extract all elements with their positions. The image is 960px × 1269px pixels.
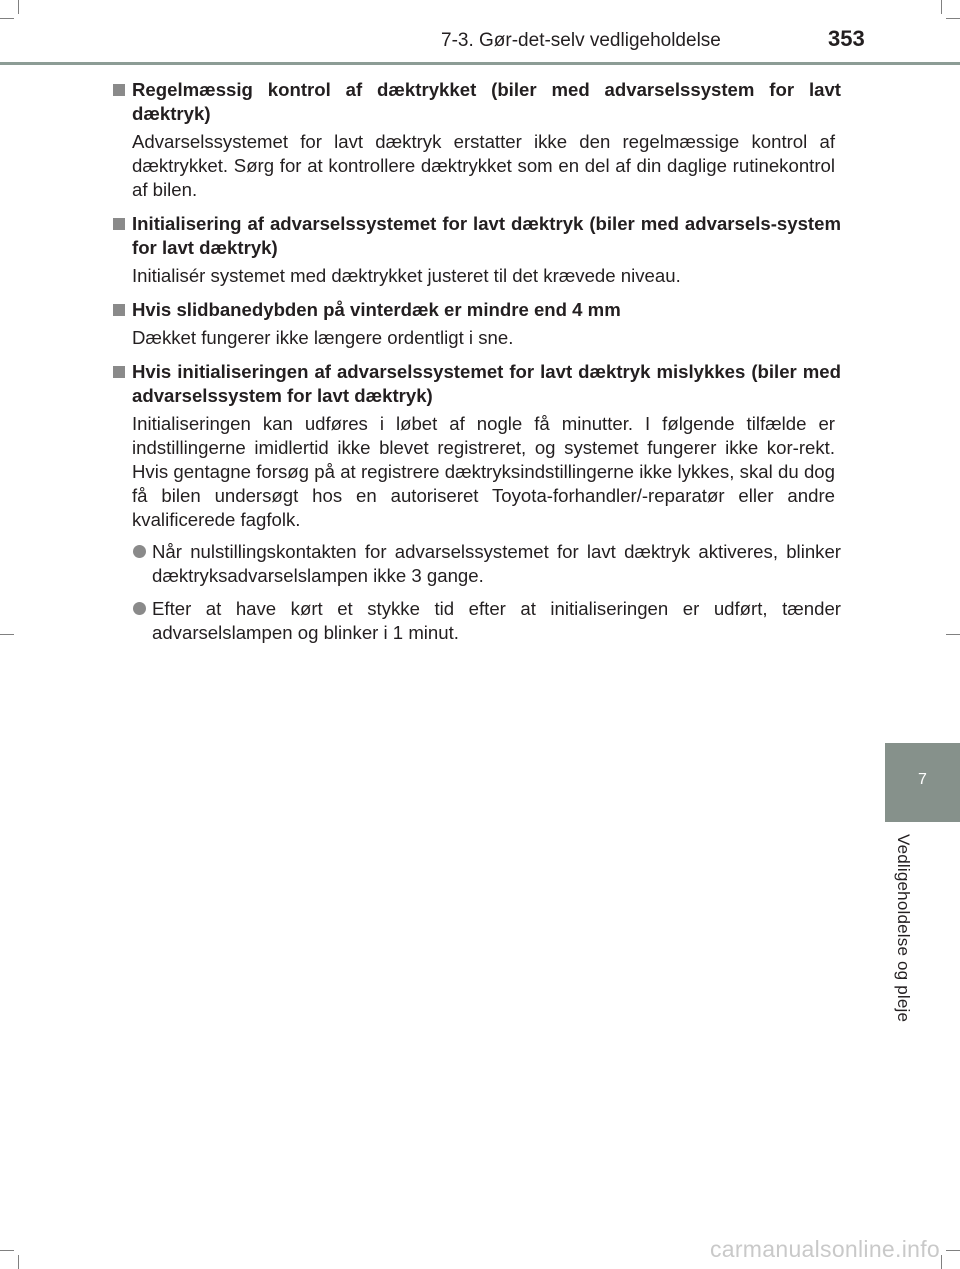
section-title: 7-3. Gør-det-selv vedligeholdelse xyxy=(441,30,721,51)
section-heading xyxy=(111,212,841,260)
section xyxy=(111,212,841,288)
section xyxy=(111,78,841,202)
square-bullet-icon xyxy=(113,218,125,230)
watermark: carmanualsonline.info xyxy=(709,1236,940,1262)
heading-text: Regelmæssig kontrol af dæktrykket (biler med advarselssystem for lavt dæktryk) xyxy=(132,79,841,124)
crop-mark xyxy=(946,634,960,635)
chapter-number: 7 xyxy=(918,771,927,788)
crop-mark xyxy=(946,1250,960,1251)
list-item xyxy=(111,540,841,588)
header-rule xyxy=(0,62,960,65)
heading-text: Initialisering af advarselssystemet for lavt dæktryk (biler med advarsels-system for lavt dæktryk) xyxy=(132,213,841,258)
section-body: Initialisér systemet med dæktrykket justeret til det krævede niveau. xyxy=(132,265,681,286)
page-number: 353 xyxy=(828,26,865,51)
section-body: Advarselssystemet for lavt dæktryk erstatter ikke den regelmæssige kontrol af dæktrykket. Sørg for at kontrollere dæktrykket som en del af din daglige rutinekontrol af bilen. xyxy=(132,131,835,200)
bullet-text: Efter at have kørt et stykke tid efter at initialiseringen er udført, tænder advarselslampen og blinker i 1 minut. xyxy=(152,598,841,643)
page-content xyxy=(111,78,841,655)
crop-mark xyxy=(18,1255,19,1269)
section xyxy=(111,360,841,645)
square-bullet-icon xyxy=(113,84,125,96)
section xyxy=(111,298,841,350)
crop-mark xyxy=(941,1255,942,1269)
heading-text: Hvis slidbanedybden på vinterdæk er mindre end 4 mm xyxy=(132,299,621,320)
page-header xyxy=(0,0,960,64)
section-heading xyxy=(111,360,841,408)
heading-text: Hvis initialiseringen af advarselssystemet for lavt dæktryk mislykkes (biler med advarselssystem for lavt dæktryk) xyxy=(132,361,841,406)
section-heading xyxy=(111,78,841,126)
square-bullet-icon xyxy=(113,304,125,316)
section-body: Initialiseringen kan udføres i løbet af nogle få minutter. I følgende tilfælde er indstillingerne imidlertid ikke blevet registreret, og systemet fungerer ikke kor-rekt. Hvis gentagne forsøg på at registrere dæktryksindstillingerne ikke lykkes, skal du dog få bilen undersøgt hos en autoriseret Toyota-forhandler/-reparatør eller andre kvalificerede fagfolk. xyxy=(132,413,835,530)
chapter-title: Vedligeholdelse og pleje xyxy=(894,834,913,1023)
crop-mark xyxy=(0,1250,14,1251)
square-bullet-icon xyxy=(113,366,125,378)
chapter-tab xyxy=(885,743,960,822)
circle-bullet-icon xyxy=(133,602,146,615)
section-body: Dækket fungerer ikke længere ordentligt i sne. xyxy=(132,327,514,348)
circle-bullet-icon xyxy=(133,545,146,558)
bullet-text: Når nulstillingskontakten for advarselssystemet for lavt dæktryk aktiveres, blinker dæktryksadvarselslampen ikke 3 gange. xyxy=(152,541,841,586)
list-item xyxy=(111,597,841,645)
crop-mark xyxy=(0,634,14,635)
bullet-list xyxy=(111,540,841,645)
section-heading xyxy=(111,298,841,322)
